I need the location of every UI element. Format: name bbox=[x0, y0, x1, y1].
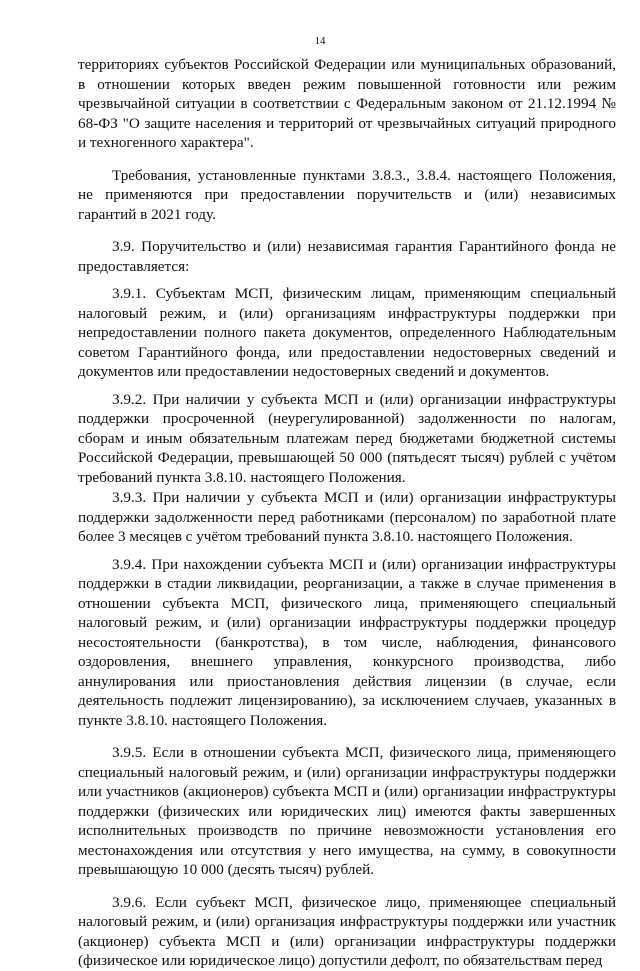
paragraph-3-9: 3.9. Поручительство и (или) независимая гарантия Гарантийного фонда не предоставляется: bbox=[78, 238, 616, 275]
document-body bbox=[78, 55, 616, 971]
paragraph-3-9-3: 3.9.3. При наличии у субъекта МСП и (или) организации инфраструктуры поддержки задолженности перед работниками (персоналом) по заработной плате более 3 месяцев с учётом требований пункта 3.8.10. настоящего Положения. bbox=[78, 489, 616, 545]
paragraph-3-9-6: 3.9.6. Если субъект МСП, физическое лицо, применяющее специальный налоговый режим, и (или) организация инфраструктуры поддержки или участник (акционер) субъекта МСП и (или) организации инфраструктуры поддержки (физическое или юридическое лицо) допустили дефолт, по обязательствам перед bbox=[78, 893, 616, 969]
paragraph-requirements-note: Требования, установленные пунктами 3.8.3., 3.8.4. настоящего Положения, не применяются при предоставлении поручительств и (или) независимых гарантий в 2021 году. bbox=[78, 166, 616, 223]
page-number: 14 bbox=[314, 35, 326, 47]
paragraph-continuation: территориях субъектов Российской Федерации или муниципальных образований, в отношении которых введен режим повышенной готовности или режим чрезвычайной ситуации в соответствии с Федеральным законом от 21.12.1994 № 68-ФЗ "О защите населения и территорий от чрезвычайных ситуаций природного и техногенного характера". bbox=[78, 56, 616, 151]
paragraph-3-9-1: 3.9.1. Субъектам МСП, физическим лицам, применяющим специальный налоговый режим, и (или) организациям инфраструктуры поддержки при непредоставлении полного пакета документов, определенного Наблюдательным советом Гарантийного фонда, или предоставлении недостоверных сведений и документов или предоставлении недостоверных сведений и документов. bbox=[78, 285, 616, 380]
paragraph-3-9-2: 3.9.2. При наличии у субъекта МСП и (или) организации инфраструктуры поддержки просроченной (неурегулированной) задолженности по налогам, сборам и иным обязательным платежам перед бюджетами бюджетной системы Российской Федерации, превышающей 50 000 (пятьдесят тысяч) рублей с учётом требований пункта 3.8.10. настоящего Положения. bbox=[78, 390, 616, 486]
paragraph-3-9-5: 3.9.5. Если в отношении субъекта МСП, физического лица, применяющего специальный налоговый режим, и (или) организации инфраструктуры поддержки или участников (акционеров) субъекта МСП и (или) организации инфраструктуры поддержки (физических или юридических лиц) имеются факты завершенных исполнительных производств по причине невозможности установления его местонахождения или отсутствия у него имущества, на сумму, в совокупности превышающую 10 000 (десять тысяч) рублей. bbox=[78, 744, 616, 878]
paragraph-3-9-4: 3.9.4. При нахождении субъекта МСП и (или) организации инфраструктуры поддержки в стадии ликвидации, реорганизации, а также в случае применения в отношении субъекта МСП, физического лица, применяющего специальный налоговый режим, и (или) организации инфраструктуры поддержки процедур несостоятельности (банкротства), в том числе, наблюдения, финансового оздоровления, внешнего управления, конкурсного производства, либо аннулирования или приостановления действия лицензии (в случае, если деятельность подлежит лицензированию), за исключением случаев, указанных в пункте 3.8.10. настоящего Положения. bbox=[78, 555, 616, 729]
